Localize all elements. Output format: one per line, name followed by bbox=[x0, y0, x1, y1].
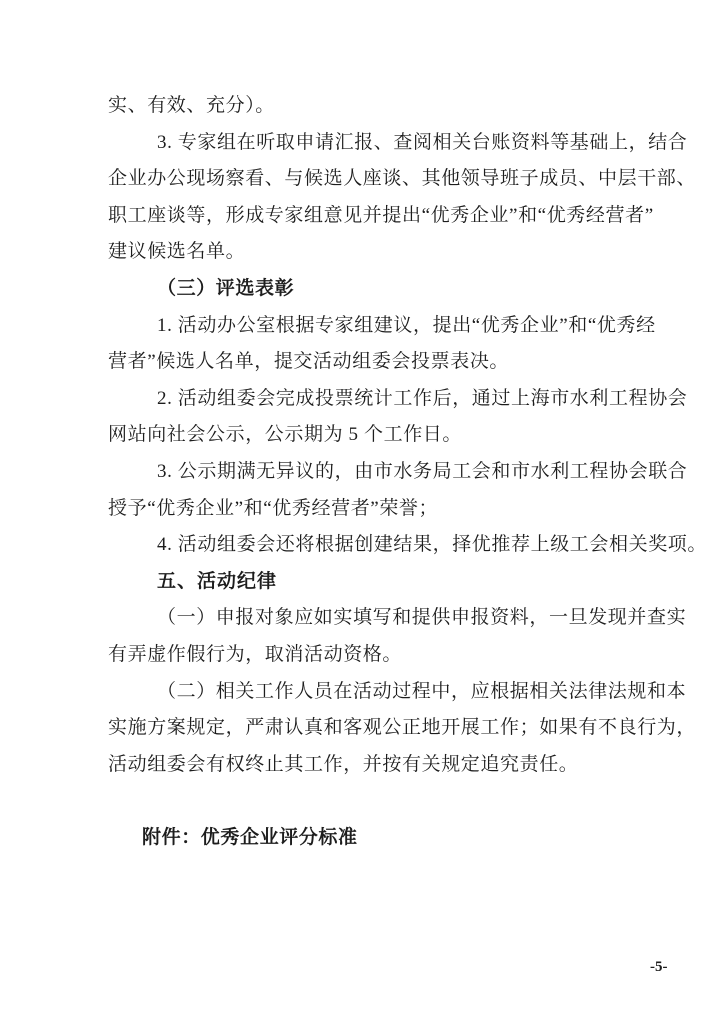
text-line: 实施方案规定，严肃认真和客观公正地开展工作；如果有不良行为， bbox=[108, 717, 697, 739]
text-line: （二）相关工作人员在活动过程中，应根据相关法律法规和本 bbox=[157, 680, 687, 702]
text-line: 企业办公现场察看、与候选人座谈、其他领导班子成员、中层干部、 bbox=[108, 168, 697, 190]
text-line: 授予“优秀企业”和“优秀经营者”荣誉； bbox=[108, 497, 439, 519]
text-line: 1. 活动办公室根据专家组建议，提出“优秀企业”和“优秀经 bbox=[157, 314, 656, 336]
blank-line bbox=[108, 783, 674, 820]
document-body bbox=[108, 88, 708, 856]
text-line: 网站向社会公示，公示期为 5 个工作日。 bbox=[108, 424, 463, 446]
attachment-line: 附件：优秀企业评分标准 bbox=[142, 826, 358, 848]
text-line: 有弄虚作假行为，取消活动资格。 bbox=[108, 643, 403, 665]
text-line: 3. 公示期满无异议的，由市水务局工会和市水利工程协会联合 bbox=[157, 460, 688, 482]
text-line: （一）申报对象应如实填写和提供申报资料，一旦发现并查实 bbox=[157, 607, 687, 629]
text-line: 2. 活动组委会完成投票统计工作后，通过上海市水利工程协会 bbox=[157, 387, 688, 409]
text-line: 建议候选名单。 bbox=[108, 241, 246, 263]
page-number: -5- bbox=[650, 959, 668, 975]
text-line: 职工座谈等，形成专家组意见并提出“优秀企业”和“优秀经营者” bbox=[108, 204, 654, 226]
text-line: 4. 活动组委会还将根据创建结果，择优推荐上级工会相关奖项。 bbox=[157, 534, 708, 556]
text-line: 实、有效、充分）。 bbox=[108, 95, 275, 116]
text-line: 活动组委会有权终止其工作，并按有关规定追究责任。 bbox=[108, 753, 579, 775]
text-line: 3. 专家组在听取申请汇报、查阅相关台账资料等基础上，结合 bbox=[157, 131, 688, 153]
subsection-heading: （三）评选表彰 bbox=[157, 277, 295, 299]
text-line: 营者”候选人名单，提交活动组委会投票表决。 bbox=[108, 351, 510, 373]
section-heading: 五、活动纪律 bbox=[157, 570, 278, 592]
